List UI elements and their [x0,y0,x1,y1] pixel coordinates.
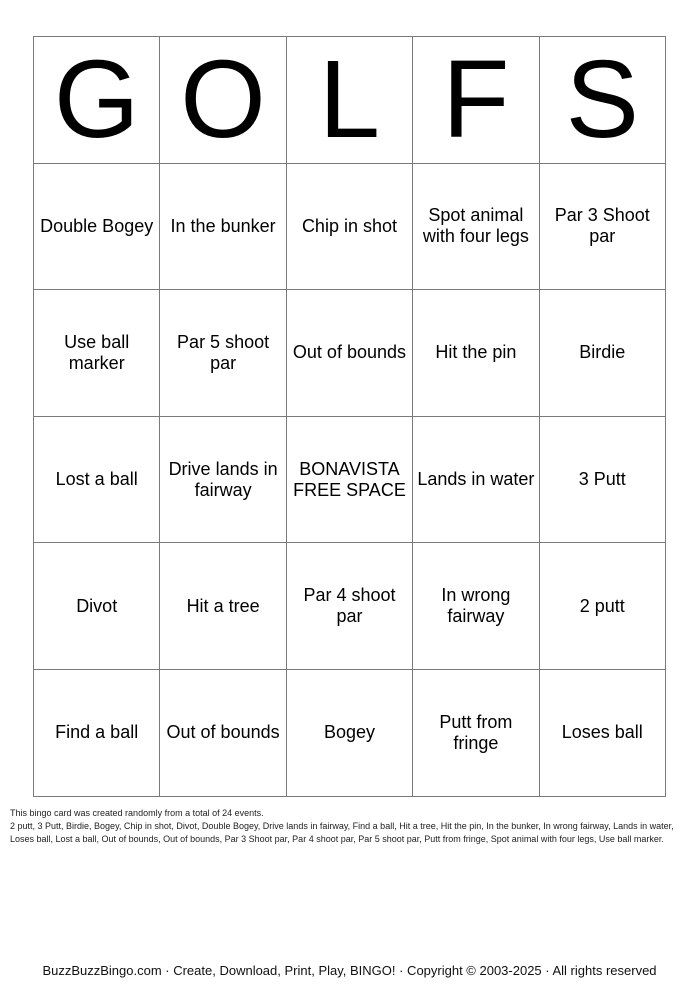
card-row [34,290,666,417]
bingo-cell: Find a ball [34,669,160,796]
free-space-cell: BONAVISTA FREE SPACE [286,416,412,543]
card-row [34,416,666,543]
card-row [34,543,666,670]
bingo-cell: Spot animal with four legs [413,163,539,290]
bingo-cell: Out of bounds [286,290,412,417]
bingo-cell: Divot [34,543,160,670]
bingo-cell: 2 putt [539,543,665,670]
info-event-list: 2 putt, 3 Putt, Birdie, Bogey, Chip in shot, Divot, Double Bogey, Drive lands in fairway, Find a ball, Hit a tree, Hit the pin, In the bunker, In wrong fairway, Lands in water, Loses ball, Lost a ball, Out of bounds, Out of bounds, Par 3 Shoot par, Par 4 shoot par, Par 5 shoot par, Putt from fringe, Spot animal with four legs, Use ball marker. [10,821,674,844]
header-letter: G [34,37,160,164]
bingo-cell: Loses ball [539,669,665,796]
bingo-card [33,36,666,797]
bingo-cell: Hit a tree [160,543,286,670]
bingo-cell: Out of bounds [160,669,286,796]
header-letter: S [539,37,665,164]
bingo-cell: Par 3 Shoot par [539,163,665,290]
card-row [34,163,666,290]
bingo-cell: 3 Putt [539,416,665,543]
bingo-cell: Lost a ball [34,416,160,543]
header-letter: L [286,37,412,164]
bingo-cell: Par 4 shoot par [286,543,412,670]
bingo-cell: Birdie [539,290,665,417]
bingo-cell: Bogey [286,669,412,796]
bingo-cell: Use ball marker [34,290,160,417]
bingo-cell: In wrong fairway [413,543,539,670]
bingo-cell: Chip in shot [286,163,412,290]
bingo-cell: In the bunker [160,163,286,290]
bingo-cell: Lands in water [413,416,539,543]
header-letter: F [413,37,539,164]
footer-text: BuzzBuzzBingo.com · Create, Download, Print, Play, BINGO! · Copyright © 2003-2025 · All rights reserved [42,963,657,978]
bingo-cell: Putt from fringe [413,669,539,796]
bingo-cell: Par 5 shoot par [160,290,286,417]
header-letter: O [160,37,286,164]
bingo-cell: Drive lands in fairway [160,416,286,543]
bingo-cell: Double Bogey [34,163,160,290]
card-info [10,807,692,846]
bingo-cell: Hit the pin [413,290,539,417]
card-row [34,669,666,796]
header-row [34,37,666,164]
info-summary: This bingo card was created randomly from a total of 24 events. [10,808,264,818]
